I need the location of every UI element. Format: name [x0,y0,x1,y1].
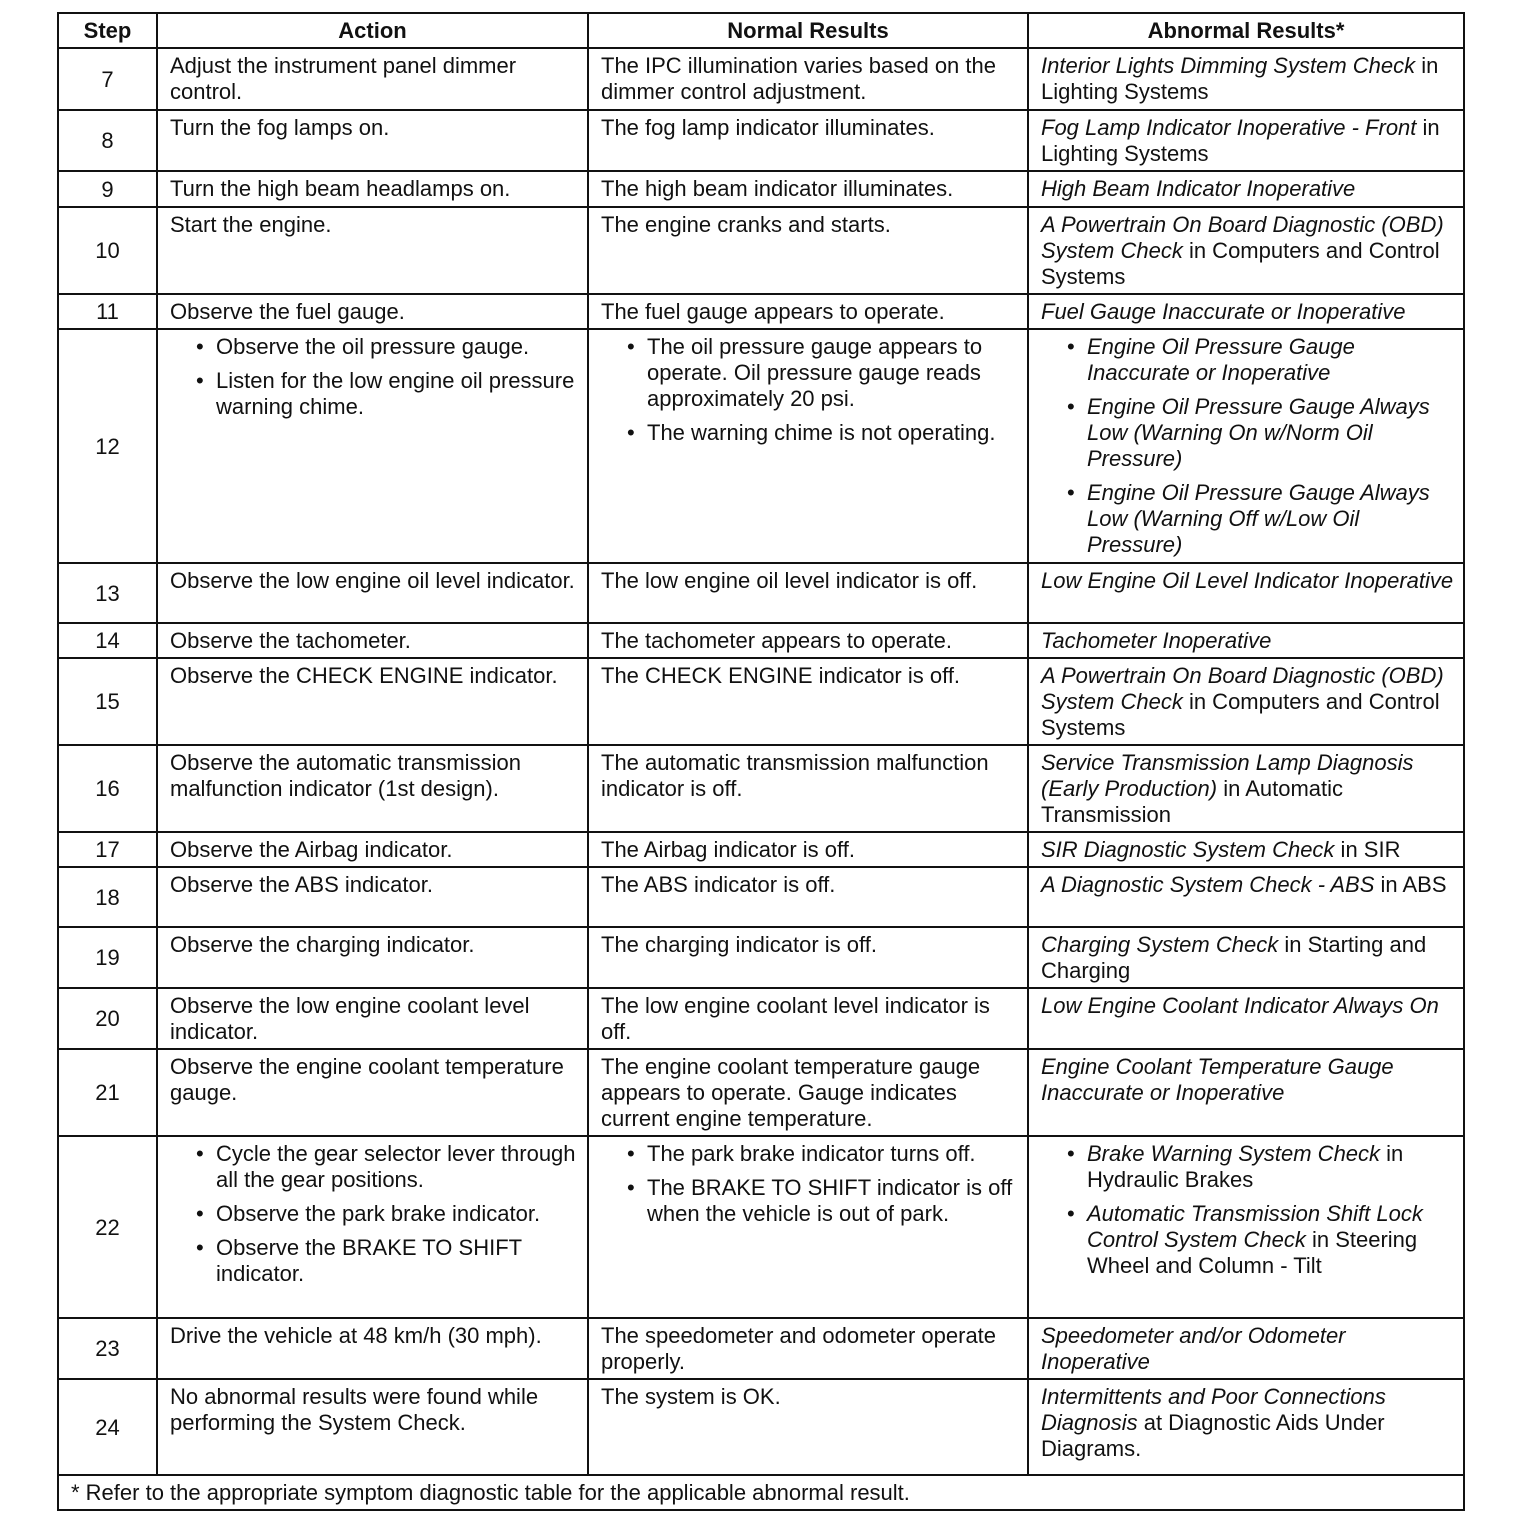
abnormal-text [1041,1054,1457,1106]
action-cell [157,1379,588,1475]
normal-text: The low engine oil level indicator is off. [601,568,978,593]
abnormal-item [1041,1141,1457,1193]
action-text: Observe the automatic transmission malfunction indicator (1st design). [170,750,521,801]
action-text: Observe the engine coolant temperature gauge. [170,1054,564,1105]
abnormal-text [1041,663,1457,741]
normal-cell [588,832,1028,867]
normal-cell [588,658,1028,745]
action-cell [157,110,588,171]
table-row [58,329,1464,563]
reference-location: in ABS [1374,872,1447,897]
reference-title: Service Transmission Lamp Diagnosis (Early Production) [1041,750,1414,801]
step-number: 19 [58,927,157,988]
action-cell [157,207,588,294]
reference-location: in Computers and Control Systems [1041,238,1440,289]
reference-title: Fog Lamp Indicator Inoperative - Front [1041,115,1417,140]
abnormal-cell [1028,1379,1464,1475]
table-row [58,1049,1464,1136]
step-number: 11 [58,294,157,329]
action-item: • Observe the BRAKE TO SHIFT indicator. [170,1235,581,1287]
step-number: 16 [58,745,157,832]
action-text: Start the engine. [170,212,332,237]
reference-location: in Steering Wheel and Column - Tilt [1087,1227,1418,1278]
action-text: No abnormal results were found while performing the System Check. [170,1384,539,1435]
reference-title: High Beam Indicator Inoperative [1041,176,1356,201]
action-cell [157,1318,588,1379]
table-row [58,623,1464,658]
reference-location: in Lighting Systems [1041,115,1440,166]
action-text: Adjust the instrument panel dimmer control. [170,53,517,104]
normal-cell [588,207,1028,294]
step-number: 13 [58,563,157,623]
reference-location: in Starting and Charging [1041,932,1427,983]
normal-cell [588,171,1028,207]
action-cell [157,927,588,988]
abnormal-cell [1028,988,1464,1049]
abnormal-cell [1028,1318,1464,1379]
step-number: 20 [58,988,157,1049]
action-item: • Listen for the low engine oil pressure warning chime. [170,368,581,420]
normal-cell [588,988,1028,1049]
action-cell [157,988,588,1049]
action-text: Observe the tachometer. [170,628,411,653]
step-number: 23 [58,1318,157,1379]
step-number: 8 [58,110,157,171]
normal-cell [588,563,1028,623]
reference-title: Low Engine Coolant Indicator Always On [1041,993,1439,1018]
reference-title: Low Engine Oil Level Indicator Inoperative [1041,568,1454,593]
action-cell [157,1049,588,1136]
normal-list [601,1141,1021,1227]
abnormal-cell [1028,867,1464,927]
abnormal-item [1041,334,1457,386]
abnormal-text [1041,53,1457,105]
table-row [58,927,1464,988]
reference-location: in Hydraulic Brakes [1087,1141,1404,1192]
normal-text: The engine coolant temperature gauge appears to operate. Gauge indicates current engine temperature. [601,1054,981,1131]
step-number: 12 [58,329,157,563]
action-text: Observe the CHECK ENGINE indicator. [170,663,558,688]
abnormal-text [1041,932,1457,984]
abnormal-cell [1028,623,1464,658]
normal-cell [588,48,1028,110]
normal-text: The speedometer and odometer operate properly. [601,1323,997,1374]
action-cell [157,623,588,658]
table-row [58,1379,1464,1475]
table-row [58,867,1464,927]
reference-title: A Powertrain On Board Diagnostic (OBD) System Check [1041,212,1444,263]
abnormal-text [1041,299,1457,325]
action-text: Observe the ABS indicator. [170,872,433,897]
table-header-row [58,13,1464,48]
action-text: Drive the vehicle at 48 km/h (30 mph). [170,1323,542,1348]
action-list [170,1141,581,1287]
normal-cell [588,927,1028,988]
action-text: Observe the charging indicator. [170,932,475,957]
action-text: Turn the high beam headlamps on. [170,176,511,201]
table-row [58,988,1464,1049]
action-text: Turn the fog lamps on. [170,115,390,140]
reference-location: in Lighting Systems [1041,53,1439,104]
reference-location: in Computers and Control Systems [1041,689,1440,740]
step-number: 14 [58,623,157,658]
reference-title: Engine Oil Pressure Gauge Inaccurate or Inoperative [1087,334,1355,385]
step-number: 9 [58,171,157,207]
abnormal-cell [1028,1049,1464,1136]
action-item: • Observe the park brake indicator. [170,1201,581,1227]
abnormal-cell [1028,329,1464,563]
table-row [58,110,1464,171]
header-normal-results: Normal Results [588,13,1028,48]
abnormal-text [1041,993,1457,1019]
reference-title: Fuel Gauge Inaccurate or Inoperative [1041,299,1406,324]
normal-item: • The oil pressure gauge appears to operate. Oil pressure gauge reads approximately 20 psi. [601,334,1021,412]
action-cell [157,832,588,867]
normal-cell [588,1379,1028,1475]
table-row [58,1136,1464,1318]
table-body [58,48,1464,1475]
table-row [58,563,1464,623]
reference-title: Intermittents and Poor Connections Diagnosis [1041,1384,1386,1435]
step-number: 10 [58,207,157,294]
abnormal-text [1041,1323,1457,1375]
step-number: 22 [58,1136,157,1318]
action-item: • Cycle the gear selector lever through all the gear positions. [170,1141,581,1193]
normal-text: The CHECK ENGINE indicator is off. [601,663,961,688]
action-cell [157,1136,588,1318]
abnormal-item [1041,1201,1457,1279]
normal-cell [588,867,1028,927]
action-text: Observe the fuel gauge. [170,299,405,324]
normal-text: The automatic transmission malfunction indicator is off. [601,750,989,801]
action-list [170,334,581,420]
action-cell [157,867,588,927]
step-number: 7 [58,48,157,110]
normal-cell [588,1136,1028,1318]
abnormal-text [1041,872,1457,898]
abnormal-list [1041,1141,1457,1279]
abnormal-cell [1028,171,1464,207]
table-row [58,832,1464,867]
reference-title: Engine Coolant Temperature Gauge Inaccurate or Inoperative [1041,1054,1394,1105]
abnormal-text [1041,1384,1457,1462]
abnormal-item [1041,480,1457,558]
reference-title: Automatic Transmission Shift Lock Control System Check [1087,1201,1423,1252]
step-number: 17 [58,832,157,867]
normal-text: The system is OK. [601,1384,781,1409]
normal-cell [588,1049,1028,1136]
normal-cell [588,745,1028,832]
action-cell [157,329,588,563]
normal-item: • The warning chime is not operating. [601,420,1021,446]
table-row [58,207,1464,294]
reference-title: Interior Lights Dimming System Check [1041,53,1416,78]
abnormal-cell [1028,110,1464,171]
abnormal-text [1041,176,1457,202]
action-item: • Observe the oil pressure gauge. [170,334,581,360]
normal-text: The charging indicator is off. [601,932,877,957]
normal-cell [588,329,1028,563]
footnote-row [58,1475,1464,1510]
table-row [58,745,1464,832]
reference-title: A Powertrain On Board Diagnostic (OBD) System Check [1041,663,1444,714]
normal-text: The Airbag indicator is off. [601,837,855,862]
normal-text: The ABS indicator is off. [601,872,836,897]
abnormal-cell [1028,563,1464,623]
reference-title: Speedometer and/or Odometer Inoperative [1041,1323,1346,1374]
reference-title: Brake Warning System Check [1087,1141,1381,1166]
table-row [58,1318,1464,1379]
reference-title: Engine Oil Pressure Gauge Always Low (Warning Off w/Low Oil Pressure) [1087,480,1430,557]
action-cell [157,171,588,207]
system-check-table [57,12,1465,1511]
normal-text: The high beam indicator illuminates. [601,176,954,201]
normal-cell [588,294,1028,329]
reference-title: Charging System Check [1041,932,1279,957]
normal-text: The fuel gauge appears to operate. [601,299,945,324]
abnormal-cell [1028,927,1464,988]
normal-list [601,334,1021,446]
abnormal-text [1041,837,1457,863]
reference-title: Engine Oil Pressure Gauge Always Low (Warning On w/Norm Oil Pressure) [1087,394,1430,471]
action-text: Observe the low engine coolant level indicator. [170,993,530,1044]
header-step: Step [58,13,157,48]
normal-item: • The park brake indicator turns off. [601,1141,1021,1167]
reference-location: in Automatic Transmission [1041,776,1344,827]
normal-item: • The BRAKE TO SHIFT indicator is off when the vehicle is out of park. [601,1175,1021,1227]
step-number: 21 [58,1049,157,1136]
normal-cell [588,110,1028,171]
normal-cell [588,1318,1028,1379]
normal-text: The fog lamp indicator illuminates. [601,115,935,140]
diagnostic-table-page [57,12,1463,1511]
abnormal-text [1041,568,1457,594]
abnormal-cell [1028,658,1464,745]
table-row [58,171,1464,207]
abnormal-cell [1028,745,1464,832]
table-row [58,658,1464,745]
reference-location: at Diagnostic Aids Under Diagrams. [1041,1410,1385,1461]
normal-cell [588,623,1028,658]
reference-title: SIR Diagnostic System Check [1041,837,1335,862]
normal-text: The IPC illumination varies based on the dimmer control adjustment. [601,53,996,104]
abnormal-list [1041,334,1457,558]
action-cell [157,745,588,832]
abnormal-text [1041,750,1457,828]
action-text: Observe the Airbag indicator. [170,837,453,862]
abnormal-text [1041,628,1457,654]
normal-text: The low engine coolant level indicator is off. [601,993,990,1044]
header-action: Action [157,13,588,48]
reference-title: A Diagnostic System Check - ABS [1041,872,1375,897]
table-row [58,294,1464,329]
reference-title: Tachometer Inoperative [1041,628,1272,653]
abnormal-cell [1028,832,1464,867]
step-number: 18 [58,867,157,927]
reference-location: in SIR [1334,837,1401,862]
action-cell [157,563,588,623]
abnormal-item [1041,394,1457,472]
action-cell [157,658,588,745]
abnormal-cell [1028,294,1464,329]
abnormal-cell [1028,48,1464,110]
normal-text: The engine cranks and starts. [601,212,891,237]
action-cell [157,294,588,329]
step-number: 24 [58,1379,157,1475]
action-cell [157,48,588,110]
abnormal-text [1041,212,1457,290]
table-row [58,48,1464,110]
step-number: 15 [58,658,157,745]
normal-text: The tachometer appears to operate. [601,628,952,653]
footnote: * Refer to the appropriate symptom diagnostic table for the applicable abnormal result. [58,1475,1464,1510]
action-text: Observe the low engine oil level indicator. [170,568,575,593]
abnormal-cell [1028,1136,1464,1318]
abnormal-text [1041,115,1457,167]
header-abnormal-results: Abnormal Results* [1028,13,1464,48]
abnormal-cell [1028,207,1464,294]
